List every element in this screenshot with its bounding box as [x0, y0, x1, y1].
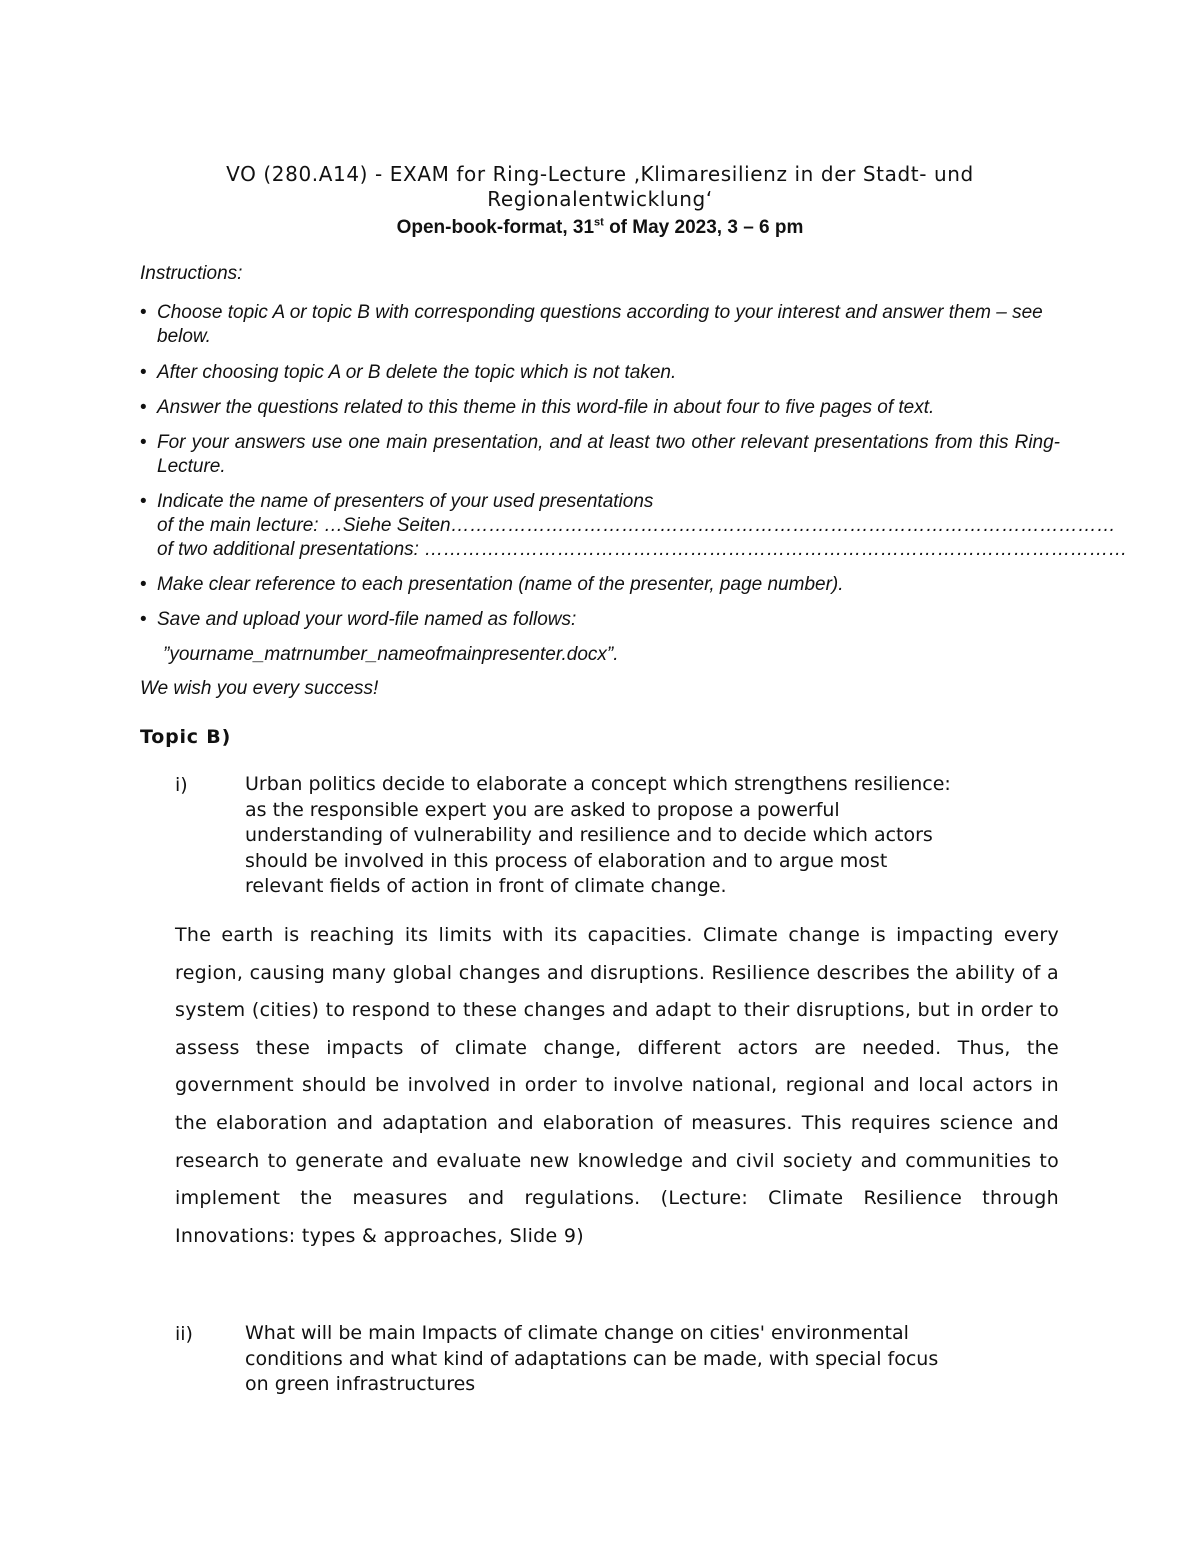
- subtitle-suffix: of May 2023, 3 – 6 pm: [603, 217, 804, 238]
- question-number: i): [175, 774, 188, 796]
- instruction-item: [140, 608, 1060, 632]
- instruction-text: Make clear reference to each presentation (name of the presenter, page number).: [157, 574, 844, 595]
- instruction-text: For your answers use one main presentation, and at least two other relevant presentations from this Ring-Lecture.: [157, 432, 1060, 477]
- bullet-symbol: •: [140, 609, 147, 630]
- closing-text: We wish you every success!: [140, 678, 379, 699]
- bullet-symbol: •: [140, 491, 147, 512]
- question-text: [245, 772, 951, 900]
- bullet-symbol: •: [140, 574, 147, 595]
- instruction-text: Answer the questions related to this theme in this word-file in about four to five pages of text.: [157, 397, 935, 418]
- exam-title: VO (280.A14) - EXAM for Ring-Lecture ‚Klimaresilienz in der Stadt- und Regionalentwicklung‘: [226, 162, 974, 211]
- bullet-symbol: •: [140, 397, 147, 418]
- bullet-symbol: •: [140, 302, 147, 323]
- presenters-additional-line: of two additional presentations: …………………………………………………………………………………………………: [157, 539, 1128, 560]
- filename-format: ”yourname_matrnumber_nameofmainpresenter.docx”.: [163, 644, 619, 665]
- answer-paragraph: The earth is reaching its limits with its capacities. Climate change is impacting every region, causing many global changes and disruptions. Resilience describes the ability of a system (cities) to respond to these changes and adapt to their disruptions, but in order to assess these impacts of climate change, different actors are needed. Thus, the government should be involved in order to involve national, regional and local actors in the elaboration and adaptation and elaboration of measures. This requires science and research to generate and evaluate new knowledge and civil society and communities to implement the measures and regulations. (Lecture: Climate Resilience through Innovations: types & approaches, Slide 9): [175, 924, 1059, 1247]
- question-line: understanding of vulnerability and resilience and to decide which actors: [245, 824, 933, 846]
- instruction-item: [140, 396, 1060, 420]
- instruction-item: [140, 573, 1060, 597]
- subtitle-superscript: st: [594, 216, 604, 229]
- bullet-symbol: •: [140, 362, 147, 383]
- question-line: relevant fields of action in front of climate change.: [245, 875, 727, 897]
- topic-heading: Topic B): [140, 726, 232, 748]
- question-number: ii): [175, 1323, 193, 1345]
- bullet-symbol: •: [140, 432, 147, 453]
- question-line: Urban politics decide to elaborate a concept which strengthens resilience:: [245, 773, 951, 795]
- exam-subtitle: [140, 216, 1060, 240]
- subtitle-prefix: Open-book-format, 31: [396, 217, 595, 238]
- question-line: should be involved in this process of elaboration and to argue most: [245, 849, 888, 872]
- question-line: on green infrastructures: [245, 1373, 476, 1395]
- question-line: What will be main Impacts of climate change on cities' environmental: [245, 1322, 909, 1344]
- instruction-item: [140, 431, 1060, 479]
- instructions-label: Instructions:: [140, 263, 243, 284]
- instruction-item: [140, 301, 1060, 349]
- question-text: [245, 1321, 938, 1398]
- instruction-text: Choose topic A or topic B with corresponding questions according to your interest and answer them – see below.: [157, 302, 1043, 347]
- presenters-main-line: of the main lecture: …Siehe Seiten……………………………………………………………………………………………: [157, 515, 1116, 536]
- instruction-text: Save and upload your word-file named as follows:: [157, 609, 577, 630]
- instruction-item: [140, 490, 1060, 514]
- instruction-item: [140, 361, 1060, 385]
- question-line: as the responsible expert you are asked to propose a powerful: [245, 798, 840, 821]
- instruction-text: After choosing topic A or B delete the topic which is not taken.: [157, 362, 677, 383]
- instruction-text: Indicate the name of presenters of your used presentations: [157, 491, 654, 512]
- question-line: conditions and what kind of adaptations can be made, with special focus: [245, 1347, 939, 1370]
